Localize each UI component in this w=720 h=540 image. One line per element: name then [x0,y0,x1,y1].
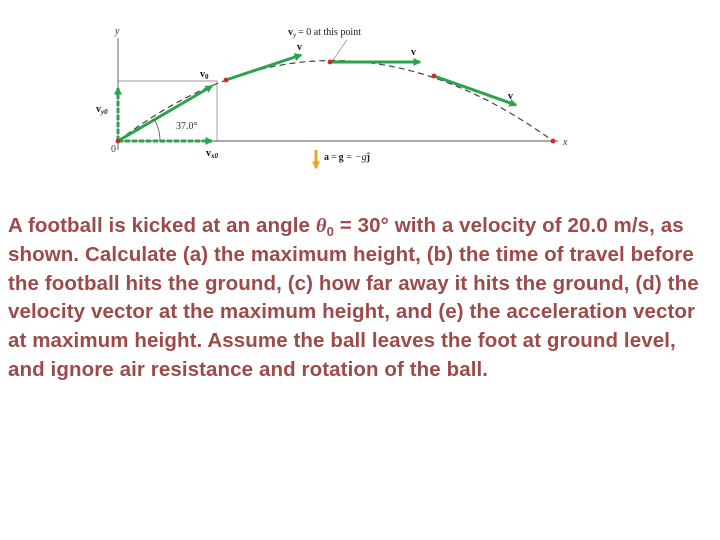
v0-label: $v_0$ [200,69,209,81]
top-note: $v_y = 0$ at this point [288,27,361,39]
point-start [116,139,121,144]
point-top [328,60,333,65]
y-axis-label: y [115,26,120,37]
v-right-label: v [508,91,513,102]
point-end [551,139,556,144]
vx0-label: $v_{x0}$ [206,148,218,160]
top-note-pointer [333,40,347,60]
projectile-diagram [0,0,720,190]
problem-part1: A football is kicked at an angle [8,214,316,237]
vy0-label: $v_{y0}$ [96,104,108,116]
problem-statement [8,212,714,385]
v-vector-right [434,76,516,105]
v-top-label: v [411,47,416,58]
origin-label: 0 [111,144,116,155]
x-axis-label: x [563,137,568,148]
v0-vector [118,86,212,141]
angle-label: 37.0° [176,121,198,132]
v-left-label: v [297,42,302,53]
problem-part2: = 30° with a velocity of 20.0 m/s, as shown. Calculate (a) the maximum height, (b) the time of travel before the football hits the ground, (c) how far away it hits the ground, (d) the velocity vector at the maximum height, and (e) the acceleration vector at maximum height. Assume the ball leaves the foot at ground level, and ignore air resistance and rotation of the ball. [8,214,699,381]
theta-subscript: 0 [326,224,334,239]
angle-arc [154,119,160,141]
theta-symbol: θ [315,215,327,237]
acceleration-note: a = g = −gĵ [324,152,370,163]
point-right [432,74,437,79]
point-left [224,78,229,83]
v-vector-left [226,55,301,80]
